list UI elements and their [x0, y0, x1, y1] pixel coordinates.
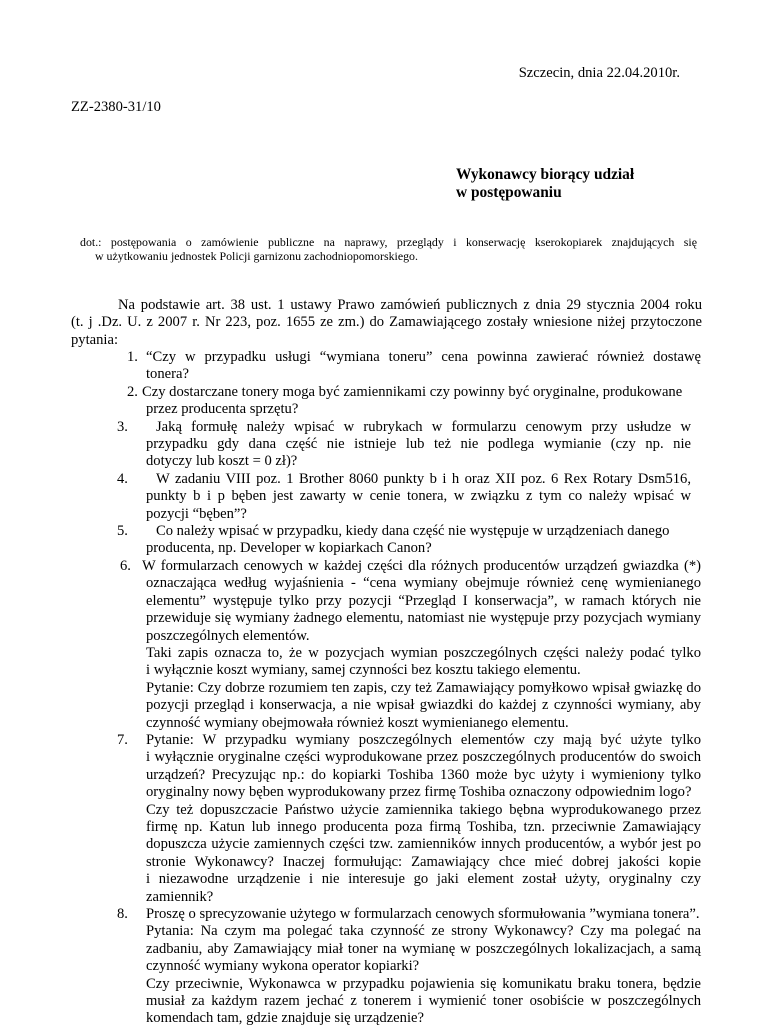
question-line: Jaką formułę należy wpisać w rubrykach w formularzu cenowym przy usłudze w — [156, 418, 691, 435]
intro-line-2: (t. j .Dz. U. z 2007 r. Nr 223, poz. 1655 ze zm.) do Zamawiającego zostały wniesione niżej przytoczone — [71, 314, 702, 331]
intro-line-1: Na podstawie art. 38 ust. 1 ustawy Prawo zamówień publicznych z dnia 29 stycznia 2004 roku — [118, 297, 702, 313]
question-list — [0, 349, 768, 1028]
question-number: 1. — [127, 349, 138, 365]
question-item — [0, 384, 768, 419]
question-line: oryginalny nowy bęben wyprodukowany przez firmę Toshiba oznaczony odpowiednim logo? — [146, 784, 692, 801]
question-line: musiał za każdym razem jechać z tonerem i wymienić toner osobiście w poszczególnych — [146, 993, 701, 1010]
question-line: komendach tam, gdzie znajduje się urządzenie? — [146, 1010, 424, 1027]
question-line: oznaczająca według wyjaśnienia - “cena wymiany obejmuje również cenę wymienianego — [146, 575, 701, 592]
question-line: i wyłącznie koszt wymiany, samej czynności bez kosztu takiego elementu. — [146, 662, 581, 679]
question-line: przez producenta sprzętu? — [146, 401, 299, 418]
question-text — [146, 906, 701, 1028]
question-line: przypadku gdy dana część nie istnieje lub też nie podlega wymianie (czy np. nie — [146, 436, 691, 453]
question-line: poszczególnych elementów. — [146, 627, 310, 644]
question-line: Czy też dopuszczacie Państwo użycie zamiennika takiego bębna wyprodukowanego przez — [146, 801, 701, 818]
question-item — [0, 523, 768, 558]
question-text — [146, 471, 691, 523]
question-line: pozycji przegląd i konserwacja, a nie wpisał gwiazdki do każdej z czynności wymiany, aby — [146, 697, 701, 714]
question-line: firmę np. Katun lub innego producenta poza firmą Toshiba, tzn. przeciwnie Zamawiający — [146, 818, 701, 835]
question-line: zamiennik? — [146, 888, 214, 905]
question-text — [142, 557, 701, 732]
question-line: przewiduje się wymiany żadnego elementu, natomiast nie występuje przy pozycjach wymiany — [146, 610, 701, 627]
reference-number: ZZ-2380-31/10 — [71, 99, 161, 115]
question-text — [146, 523, 691, 558]
question-line: Czy przeciwnie, Wykonawca w przypadku pojawienia się komunikatu braku tonera, będzie — [146, 975, 701, 992]
question-line: stronie Wykonawcy? Inaczej formułując: Zamawiający chce mieć dobrej jakości kopie — [146, 853, 701, 870]
question-number: 3. — [117, 418, 128, 435]
question-line: czynność wymiany obejmowała również koszt wymienianego elementu. — [146, 714, 569, 731]
question-text — [142, 383, 701, 419]
question-line: W formularzach cenowych w każdej części dla różnych producentów urządzeń gwiazdka (*) — [142, 557, 701, 574]
question-line: urządzeń? Precyzując np.: do kopiarki Toshiba 1360 może byc użyty i wymieniony tylko — [146, 766, 701, 783]
question-number: 7. — [117, 731, 128, 748]
recipient-line-1: Wykonawcy biorący udział — [456, 166, 635, 183]
question-number: 8. — [117, 906, 128, 922]
intro-line-3: pytania: — [71, 331, 119, 348]
question-line: elementu” występuje tylko przy pozycji “Przegląd I konserwacja”, w ramach których nie — [146, 592, 701, 609]
question-line: punkty b i p bęben jest zawarty w cenie tonera, w związku z tym co należy wpisać w — [146, 488, 691, 505]
subject-line-1: dot.: postępowania o zamówienie publiczne na naprawy, przeglądy i konserwację kserokopiarek znajdujących się — [80, 235, 697, 249]
question-item — [0, 471, 768, 523]
question-line: Proszę o sprecyzowanie użytego w formularzach cenowych sformułowania ”wymiana tonera”. — [146, 906, 700, 922]
question-item — [0, 732, 768, 906]
question-line: Taki zapis oznacza to, że w pozycjach wymian poszczególnych części należy podać tylko — [146, 644, 701, 661]
question-item — [0, 349, 768, 384]
subject-line-2: w użytkowaniu jednostek Policji garnizonu zachodniopomorskiego. — [95, 249, 418, 264]
question-item — [0, 558, 768, 732]
question-line: W zadaniu VIII poz. 1 Brother 8060 punkty b i h oraz XII poz. 6 Rex Rotary Dsm516, — [156, 470, 691, 487]
intro-paragraph — [71, 297, 702, 349]
question-number: 4. — [117, 470, 128, 487]
question-line: czynność wymiany wykona operator kopiarki? — [146, 958, 420, 975]
subject-block — [80, 235, 697, 263]
question-line: Pytanie: W przypadku wymiany poszczególnych elementów czy mają być użyte tylko — [146, 731, 701, 748]
question-text — [146, 349, 701, 384]
recipient-block — [456, 166, 634, 202]
date-line: Szczecin, dnia 22.04.2010r. — [518, 65, 680, 81]
question-line: Pytanie: Czy dobrze rozumiem ten zapis, czy też Zamawiający pomyłkowo wpisał gwiazkę do — [146, 679, 701, 696]
question-text — [146, 419, 691, 471]
question-item — [0, 906, 768, 1028]
question-line: “Czy w przypadku usługi “wymiana toneru” cena powinna zawierać również dostawę — [146, 349, 701, 365]
question-item — [0, 419, 768, 471]
question-line: Pytania: Na czym ma polegać taka czynność ze strony Wykonawcy? Czy ma polegać na — [146, 923, 701, 940]
question-line: zadbaniu, aby Zamawiający miał toner na wymianę w poszczególnych lokalizacjach, a samą — [146, 940, 701, 957]
question-line: dotyczy lub koszt = 0 zł)? — [146, 453, 298, 470]
question-line: producenta, np. Developer w kopiarkach Canon? — [146, 540, 432, 557]
question-line: Czy dostarczane tonery moga być zamiennikami czy powinny być oryginalne, produkowane — [142, 383, 683, 400]
question-line: pozycji “bęben”? — [146, 505, 247, 522]
question-number: 6. — [120, 557, 131, 574]
question-line: Co należy wpisać w przypadku, kiedy dana część nie występuje w urządzeniach danego — [156, 523, 670, 540]
question-number: 5. — [117, 523, 128, 540]
question-text — [146, 732, 701, 906]
question-number: 2. — [127, 383, 138, 400]
recipient-line-2: w postępowaniu — [456, 184, 562, 201]
question-line: i niezawodne urządzenie i nie interesuje go jaki element został użyty, oryginalny czy — [146, 871, 701, 888]
question-line: i wyłącznie oryginalne części wyprodukowane przez poszczególnych producentów do swoich — [146, 749, 701, 766]
question-line: dopuszcza użycie zamiennych części tzw. zamienników innych producentów, a wybór jest po — [146, 836, 701, 853]
question-line: tonera? — [146, 366, 189, 383]
